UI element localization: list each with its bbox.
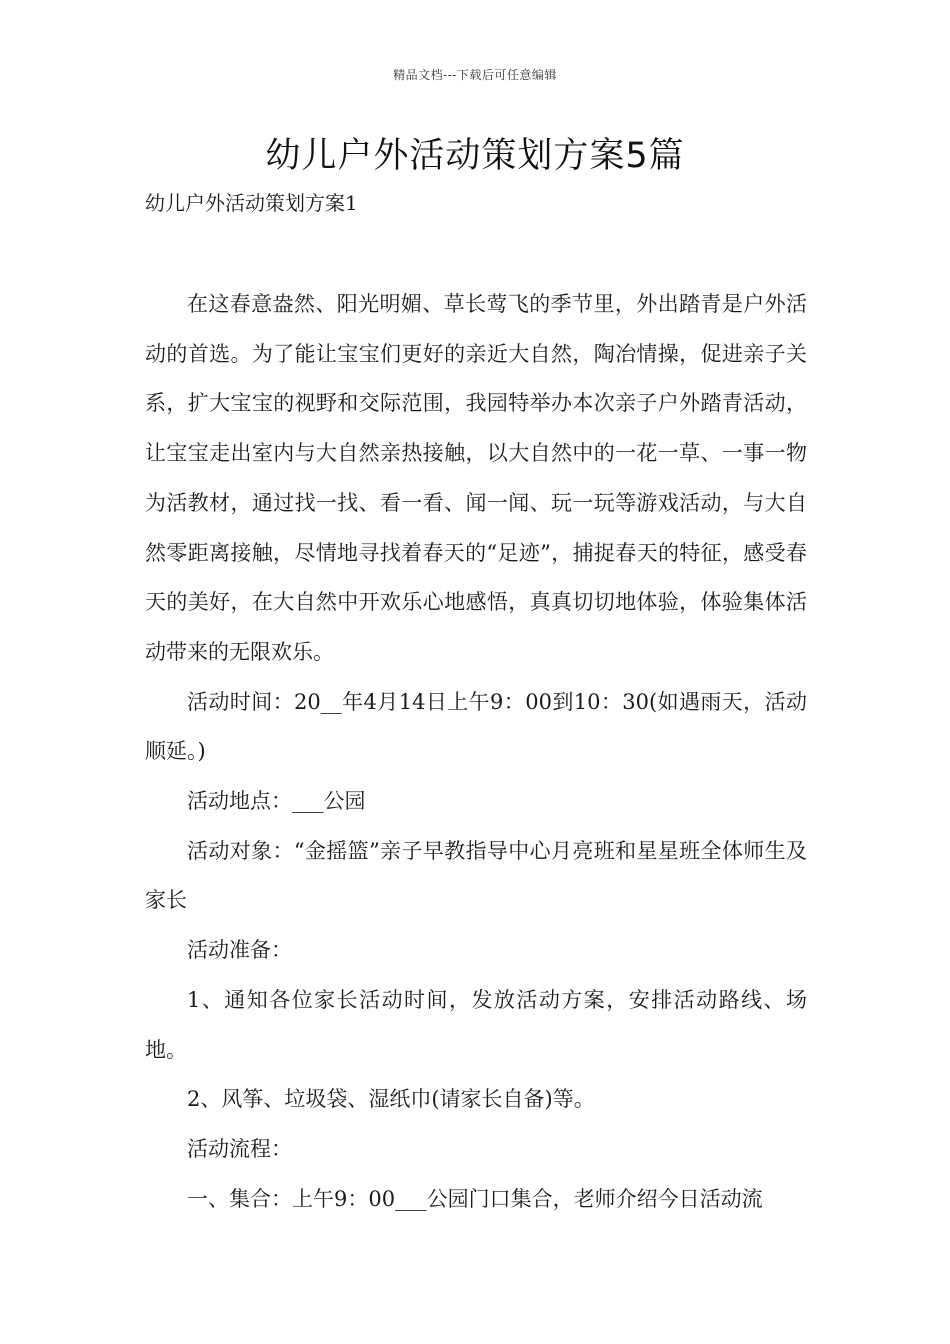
document-title: 幼儿户外活动策划方案5篇 [265,136,685,176]
paragraph-process-1: 一、集合：上午9：00___公园门口集合，老师介绍今日活动流 [187,1186,763,1211]
paragraph-activity-location: 活动地点：___公园 [187,789,366,814]
paragraph-process-heading: 活动流程： [187,1136,292,1161]
paragraph-preparation-heading: 活动准备： [187,938,292,963]
paragraph-preparation-1: 1、通知各位家长活动时间，发放活动方案，安排活动路线、场地。 [145,987,807,1062]
section-subtitle: 幼儿户外活动策划方案1 [145,191,358,215]
body-text [145,280,807,1224]
paragraph-preparation-2: 2、风筝、垃圾袋、湿纸巾(请家长自备)等。 [187,1087,595,1112]
paragraph-activity-target: 活动对象：“金摇篮”亲子早教指导中心月亮班和星星班全体师生及家长 [145,838,807,913]
header-note: 精品文档---下载后可任意编辑 [393,68,557,82]
paragraph-activity-time: 活动时间：20__年4月14日上午9：00到10：30(如遇雨天，活动顺延。) [145,689,807,764]
paragraph-intro: 在这春意盎然、阳光明媚、草长莺飞的季节里，外出踏青是户外活动的首选。为了能让宝宝们更好的亲近大自然，陶冶情操，促进亲子关系，扩大宝宝的视野和交际范围，我园特举办本次亲子户外踏青活动，让宝宝走出室内与大自然亲热接触，以大自然中的一花一草、一事一物为活教材，通过找一找、看一看、闻一闻、玩一玩等游戏活动，与大自然零距离接触，尽情地寻找着春天的“足迹”，捕捉春天的特征，感受春天的美好，在大自然中开欢乐心地感悟，真真切切地体验，体验集体活动带来的无限欢乐。 [145,292,807,664]
